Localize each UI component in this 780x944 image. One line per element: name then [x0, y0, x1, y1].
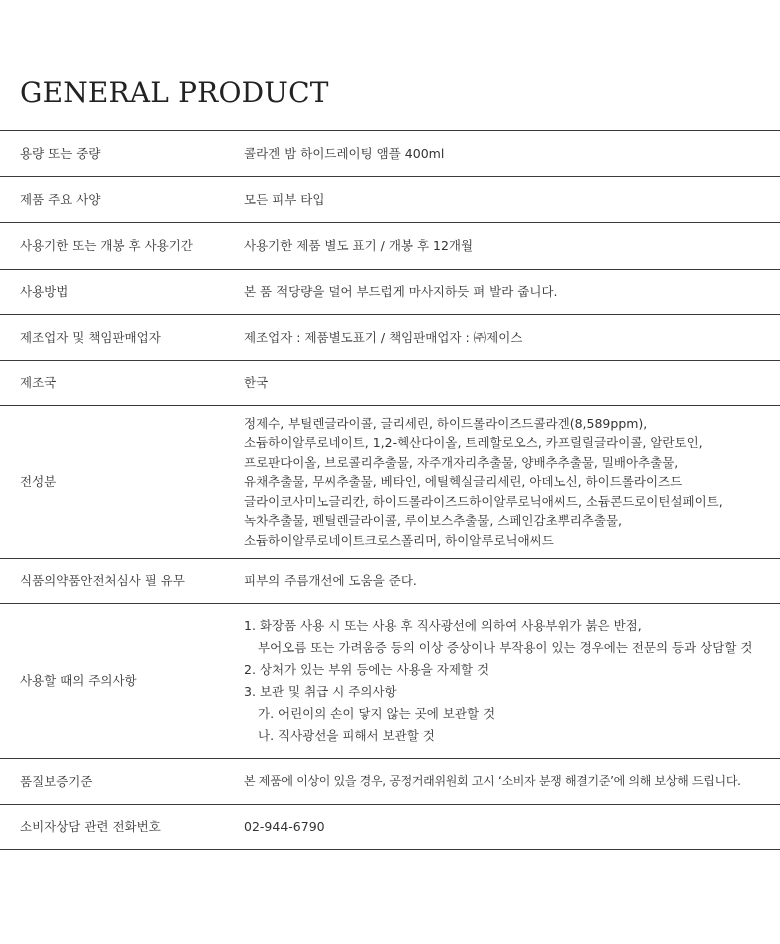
value-line: 프로판다이올, 브로콜리추출물, 자주개자리추출물, 양배추추출물, 밀배아추출물, [244, 454, 679, 470]
phone-number: 02-944-6790 [244, 819, 325, 835]
row-value [244, 236, 780, 256]
row-label: 제조국 [20, 375, 57, 390]
row-label: 제품 주요 사양 [20, 191, 101, 207]
row-value [244, 414, 780, 551]
table-row-precautions [0, 604, 780, 759]
value-line: 가. 어린이의 손이 닿지 않는 곳에 보관할 것 [258, 706, 496, 721]
row-label: 소비자상담 관련 전화번호 [20, 819, 161, 834]
table-row-usage [0, 270, 780, 315]
table-row-manufacturer [0, 315, 780, 361]
row-value [244, 571, 780, 591]
table-row-spec [0, 177, 780, 223]
row-label: 용량 또는 중량 [20, 145, 101, 161]
product-info-table [0, 130, 780, 850]
table-row-quality [0, 759, 780, 805]
row-value [244, 817, 780, 837]
row-label: 사용기한 또는 개봉 후 사용기간 [20, 238, 193, 253]
value-line: 제조업자 : 제품별도표기 / 책임판매업자 : ㈜제이스 [244, 329, 523, 345]
row-label: 식품의약품안전처심사 필 유무 [20, 573, 185, 588]
table-row-capacity [0, 131, 780, 177]
value-line: 1. 화장품 사용 시 또는 사용 후 직사광선에 의하여 사용부위가 붉은 반점, [244, 618, 642, 633]
value-line: 유채추출물, 무씨추출물, 베타인, 에틸헥실글리세린, 아데노신, 하이드롤라이즈드 [244, 474, 683, 490]
table-row-phone [0, 805, 780, 850]
value-line: 나. 직사광선을 피해서 보관할 것 [258, 728, 435, 743]
value-line: 소듐하이알루로네이트크로스폴리머, 하이알루로닉애씨드 [244, 532, 554, 548]
value-line: 글라이코사미노글리칸, 하이드롤라이즈드하이알루로닉애씨드, 소듐콘드로이틴설페이트, [244, 493, 723, 509]
row-value [244, 615, 780, 747]
value-line: 부어오름 또는 가려움증 등의 이상 증상이나 부작용이 있는 경우에는 전문의 등과 상담할 것 [258, 640, 753, 655]
value-line: 사용기한 제품 별도 표기 / 개봉 후 12개월 [244, 238, 474, 254]
table-row-expiry [0, 223, 780, 270]
value-line: 3. 보관 및 취급 시 주의사항 [244, 684, 397, 699]
row-value [244, 282, 780, 302]
row-value [244, 772, 780, 792]
row-label: 품질보증기준 [20, 773, 93, 789]
page-title: GENERAL PRODUCT [20, 76, 329, 109]
row-value [244, 373, 780, 393]
value-line: 2. 상처가 있는 부위 등에는 사용을 자제할 것 [244, 662, 490, 677]
row-label: 사용할 때의 주의사항 [20, 673, 137, 688]
table-row-mfds-review [0, 559, 780, 604]
row-label: 전성분 [20, 474, 57, 489]
value-line: 본 품 적당량을 덜어 부드럽게 마사지하듯 펴 발라 줍니다. [244, 284, 558, 300]
value-line: 콜라겐 밤 하이드레이팅 앰플 400ml [244, 145, 445, 161]
row-value [244, 328, 780, 348]
row-label: 제조업자 및 책임판매업자 [20, 329, 161, 345]
table-row-ingredients [0, 406, 780, 559]
row-label: 사용방법 [20, 284, 69, 299]
value-line: 소듐하이알루로네이트, 1,2-헥산다이올, 트레할로오스, 카프릴릴글라이콜, 알란토인, [244, 435, 703, 451]
row-value [244, 144, 780, 164]
value-line: 한국 [244, 375, 269, 391]
value-line: 본 제품에 이상이 있을 경우, 공정거래위원회 고시 ‘소비자 분쟁 해결기준’에 의해 보상해 드립니다. [244, 773, 741, 788]
row-value [244, 190, 780, 210]
value-line: 모든 피부 타입 [244, 191, 325, 207]
value-line: 녹차추출물, 펜틸렌글라이콜, 루이보스추출물, 스페인감초뿌리추출물, [244, 513, 622, 529]
value-line: 정제수, 부틸렌글라이콜, 글리세린, 하이드롤라이즈드콜라겐(8,589ppm), [244, 415, 648, 431]
value-line: 피부의 주름개선에 도움을 준다. [244, 573, 417, 589]
table-row-country [0, 361, 780, 406]
